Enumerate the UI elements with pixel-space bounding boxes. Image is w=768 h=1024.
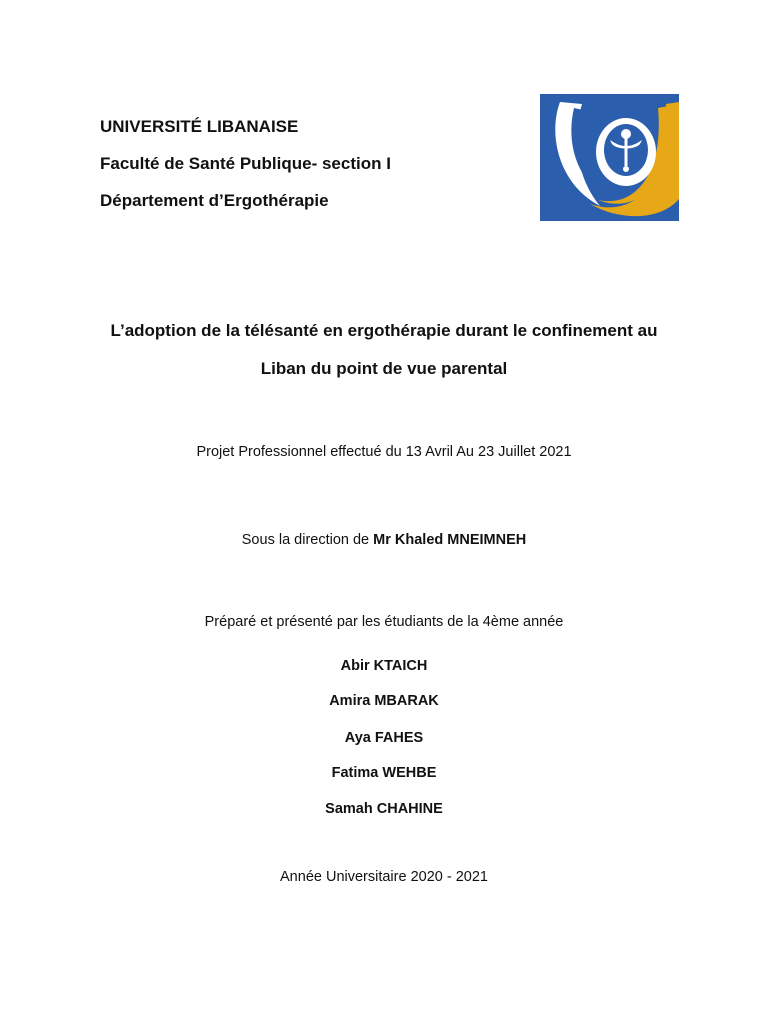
institution-header xyxy=(100,108,520,219)
student-name: Amira MBARAK xyxy=(329,693,439,709)
university-name: UNIVERSITÉ LIBANAISE xyxy=(100,117,299,136)
faculty-name: Faculté de Santé Publique- section I xyxy=(100,154,391,173)
thesis-title-line-1: L’adoption de la télésanté en ergothérapie durant le confinement au xyxy=(110,321,658,340)
student-name: Samah CHAHINE xyxy=(325,801,443,817)
department-name: Département d’Ergothérapie xyxy=(100,191,329,210)
project-dates: Projet Professionnel effectué du 13 Avril Au 23 Juillet 2021 xyxy=(196,444,572,460)
student-name: Abir KTAICH xyxy=(340,658,428,674)
direction-prefix: Sous la direction de xyxy=(241,532,374,548)
thesis-title xyxy=(60,312,708,388)
academic-year: Année Universitaire 2020 - 2021 xyxy=(280,869,488,885)
supervisor-name: Mr Khaled MNEIMNEH xyxy=(373,532,527,548)
student-name: Aya FAHES xyxy=(344,730,424,746)
university-logo-icon xyxy=(540,94,679,221)
student-name: Fatima WEHBE xyxy=(331,765,437,781)
direction-line xyxy=(0,532,768,548)
prepared-by: Préparé et présenté par les étudiants de la 4ème année xyxy=(204,614,564,630)
thesis-title-line-2: Liban du point de vue parental xyxy=(260,359,508,378)
